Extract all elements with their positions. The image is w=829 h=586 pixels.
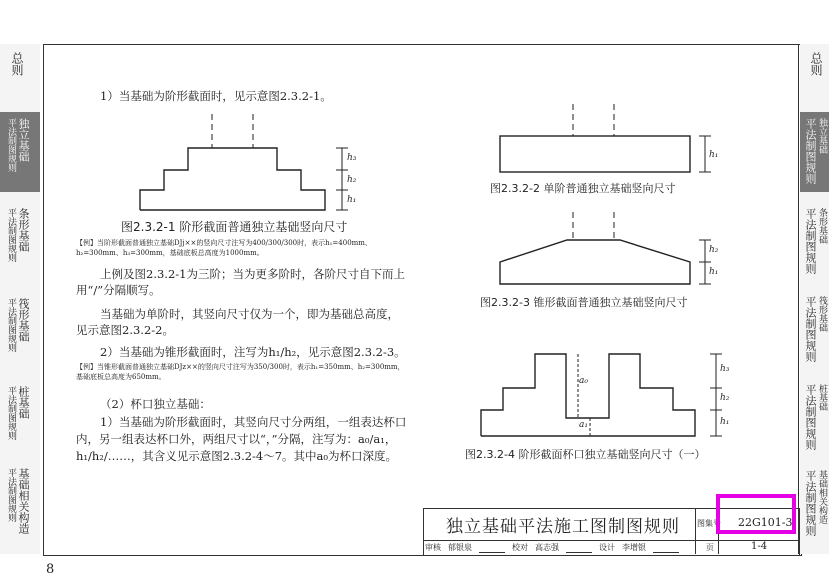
dim-h1-fig4: h₁: [720, 417, 730, 427]
right-tab-strip[interactable]: 平法制图规则 条形基础: [804, 208, 827, 274]
left-tab-general[interactable]: 总则: [10, 52, 24, 76]
figure-3-caption: 图2.3.2-3 锥形截面普通独立基础竖向尺寸: [480, 296, 688, 309]
left-tab-pile[interactable]: 平法制图规则 桩基础: [6, 386, 30, 440]
left-tab-strip[interactable]: 平法制图规则 条形基础: [6, 208, 30, 262]
drawing-title: 独立基础平法施工图制图规则: [446, 517, 680, 537]
dim-h2-fig4: h₂: [720, 393, 730, 403]
right-tab-isolated[interactable]: 平法制图规则 独立基础: [804, 118, 827, 184]
paragraph-1: 1）当基础为阶形截面时，见示意图2.3.2-1。: [100, 89, 332, 103]
figure-1-caption: 图2.3.2-1 阶形截面普通独立基础竖向尺寸: [121, 220, 348, 234]
dim-h2-fig3: h₂: [709, 245, 719, 255]
dim-h3-fig4: h₃: [720, 364, 730, 374]
figure-4-caption: 图2.3.2-4 阶形截面杯口独立基础竖向尺寸（一）: [465, 448, 706, 461]
page-label: 页: [706, 543, 714, 552]
dim-a1-fig4: a₁: [579, 420, 588, 430]
title-block-vline: [695, 508, 696, 554]
dim-h1-fig2: h₁: [709, 150, 719, 160]
dim-h1-fig3: h₁: [709, 267, 719, 277]
signature-row: 审核 郁银泉 校对 高志强 设计 李增银: [425, 542, 679, 553]
dim-a0-fig4: a₀: [579, 376, 588, 386]
atlas-number: 22G101-3: [738, 516, 793, 529]
right-tab-pile[interactable]: 平法制图规则 桩基础: [804, 384, 827, 450]
paragraph-3: 当基础为单阶时，其竖向尺寸仅为一个，即为基础总高度，见示意图2.3.2-2。: [76, 307, 399, 337]
right-tab-related[interactable]: 平法制图规则 基础相关构造: [804, 470, 827, 536]
paragraph-2: 上例及图2.3.2-1为三阶；当为更多阶时，各阶尺寸自下而上用“/”分隔顺写。: [76, 267, 405, 297]
right-tab-raft[interactable]: 平法制图规则 筏形基础: [804, 296, 827, 362]
atlas-label: 图集号: [697, 519, 721, 528]
dim-h2-fig1: h₂: [347, 175, 357, 185]
atlas-number-highlight: [716, 494, 796, 534]
figure-2-caption: 图2.3.2-2 单阶普通独立基础竖向尺寸: [490, 182, 676, 195]
dim-h1-fig1: h₁: [347, 195, 357, 205]
dim-h3-fig1: h₃: [347, 153, 357, 163]
signature-1: [479, 542, 505, 553]
right-tab-general[interactable]: 总则: [809, 52, 823, 76]
left-tab-related[interactable]: 平法制图规则 基础相关构造: [6, 468, 30, 534]
page-number: 8: [46, 562, 55, 577]
title-block-hline: [423, 540, 798, 541]
signature-3: [653, 542, 679, 553]
example-2: 【例】当锥形截面普通独立基础DJz××的竖向尺寸注写为350/300时，表示h₁=350mm、h₂=300mm，基础底板总高度为650mm。: [76, 363, 405, 381]
page-sheet-number: 1-4: [751, 541, 768, 552]
left-tab-raft[interactable]: 平法制图规则 筏形基础: [6, 298, 30, 352]
paragraph-5: （2）杯口独立基础：: [100, 397, 211, 411]
left-tab-isolated[interactable]: 平法制图规则 独立基础: [6, 118, 30, 172]
signature-2: [566, 542, 592, 553]
paragraph-4: 2）当基础为锥形截面时，注写为h₁/h₂，见示意图2.3.2-3。: [100, 345, 406, 359]
paragraph-6: 1）当基础为阶形截面时，其竖向尺寸分两组，一组表达杯口内，另一组表达杯口外，两组尺寸以“，”分隔，注写为：a₀/a₁，h₁/h₂/……，其含义见示意图2.3.2-4～7。其中a₀为杯口深度。: [76, 415, 407, 463]
example-1: 【例】当阶形截面普通独立基础DJj××的竖向尺寸注写为400/300/300时，表示h₁=400mm、h₂=300mm、h₃=300mm，基础底板总高度为1000mm。: [76, 239, 372, 257]
